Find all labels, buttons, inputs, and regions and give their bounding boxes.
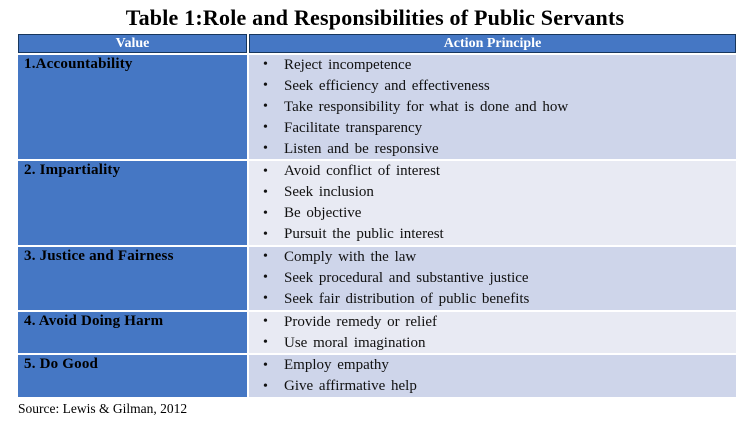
principle-item — [249, 139, 736, 160]
source-note: Source: Lewis & Gilman, 2012 — [18, 401, 188, 416]
principle-text: Listen and be responsive — [284, 140, 439, 157]
principle-item — [249, 376, 736, 397]
principle-text: Take responsibility for what is done and how — [284, 98, 569, 115]
value-cell: 2. Impartiality — [18, 161, 247, 245]
principle-text: Seek efficiency and effectiveness — [284, 77, 490, 94]
bullet-icon: • — [263, 378, 268, 394]
principle-text: Give affirmative help — [284, 378, 417, 395]
principle-text: Avoid conflict of interest — [284, 163, 441, 180]
principle-text: Reject incompetence — [284, 56, 412, 73]
bullet-icon: • — [263, 184, 268, 200]
principles-cell — [249, 55, 736, 159]
table-title: Table 1:Role and Responsibilities of Public Servants — [125, 5, 625, 30]
principle-item — [249, 76, 736, 97]
bullet-icon: • — [263, 270, 268, 286]
principle-item — [249, 247, 736, 268]
header-action-principle: Action Principle — [249, 34, 736, 53]
principles-cell — [249, 161, 736, 245]
principle-text: Seek fair distribution of public benefits — [284, 290, 530, 307]
bullet-icon: • — [263, 291, 268, 307]
principle-item — [249, 97, 736, 118]
bullet-icon: • — [263, 205, 268, 221]
table-row — [18, 312, 736, 354]
table-row — [18, 55, 736, 159]
principle-text: Be objective — [284, 205, 362, 222]
principle-item — [249, 55, 736, 76]
principle-item — [249, 161, 736, 182]
bullet-icon: • — [263, 120, 268, 136]
principles-cell — [249, 247, 736, 310]
header-value: Value — [18, 34, 247, 53]
table-header-row — [18, 34, 736, 53]
principle-item — [249, 268, 736, 289]
principle-text: Facilitate transparency — [284, 119, 423, 136]
principle-item — [249, 182, 736, 203]
table-row — [18, 247, 736, 310]
table-body — [18, 55, 736, 397]
principle-text: Provide remedy or relief — [284, 313, 438, 330]
table-row — [18, 161, 736, 245]
roles-table — [18, 34, 736, 397]
value-cell: 1.Accountability — [18, 55, 247, 159]
bullet-icon: • — [263, 99, 268, 115]
value-cell: 3. Justice and Fairness — [18, 247, 247, 310]
principle-text: Seek procedural and substantive justice — [284, 269, 529, 286]
bullet-icon: • — [263, 249, 268, 265]
bullet-icon: • — [263, 57, 268, 73]
principle-item — [249, 118, 736, 139]
principles-cell — [249, 312, 736, 354]
principle-text: Pursuit the public interest — [284, 226, 444, 243]
principle-item — [249, 333, 736, 354]
bullet-icon: • — [263, 335, 268, 351]
value-cell: 5. Do Good — [18, 355, 247, 397]
bullet-icon: • — [263, 314, 268, 330]
principle-item — [249, 203, 736, 224]
table-row — [18, 355, 736, 397]
principles-cell — [249, 355, 736, 397]
bullet-icon: • — [263, 226, 268, 242]
bullet-icon: • — [263, 141, 268, 156]
principle-item — [249, 289, 736, 310]
principle-item — [249, 355, 736, 376]
principle-text: Use moral imagination — [284, 334, 426, 351]
bullet-icon: • — [263, 163, 268, 179]
principle-text: Seek inclusion — [284, 184, 374, 201]
bullet-icon: • — [263, 357, 268, 373]
principle-item — [249, 312, 736, 333]
value-cell: 4. Avoid Doing Harm — [18, 312, 247, 354]
principle-text: Comply with the law — [284, 248, 417, 265]
bullet-icon: • — [263, 78, 268, 94]
principle-text: Employ empathy — [284, 357, 389, 374]
principle-item — [249, 224, 736, 245]
